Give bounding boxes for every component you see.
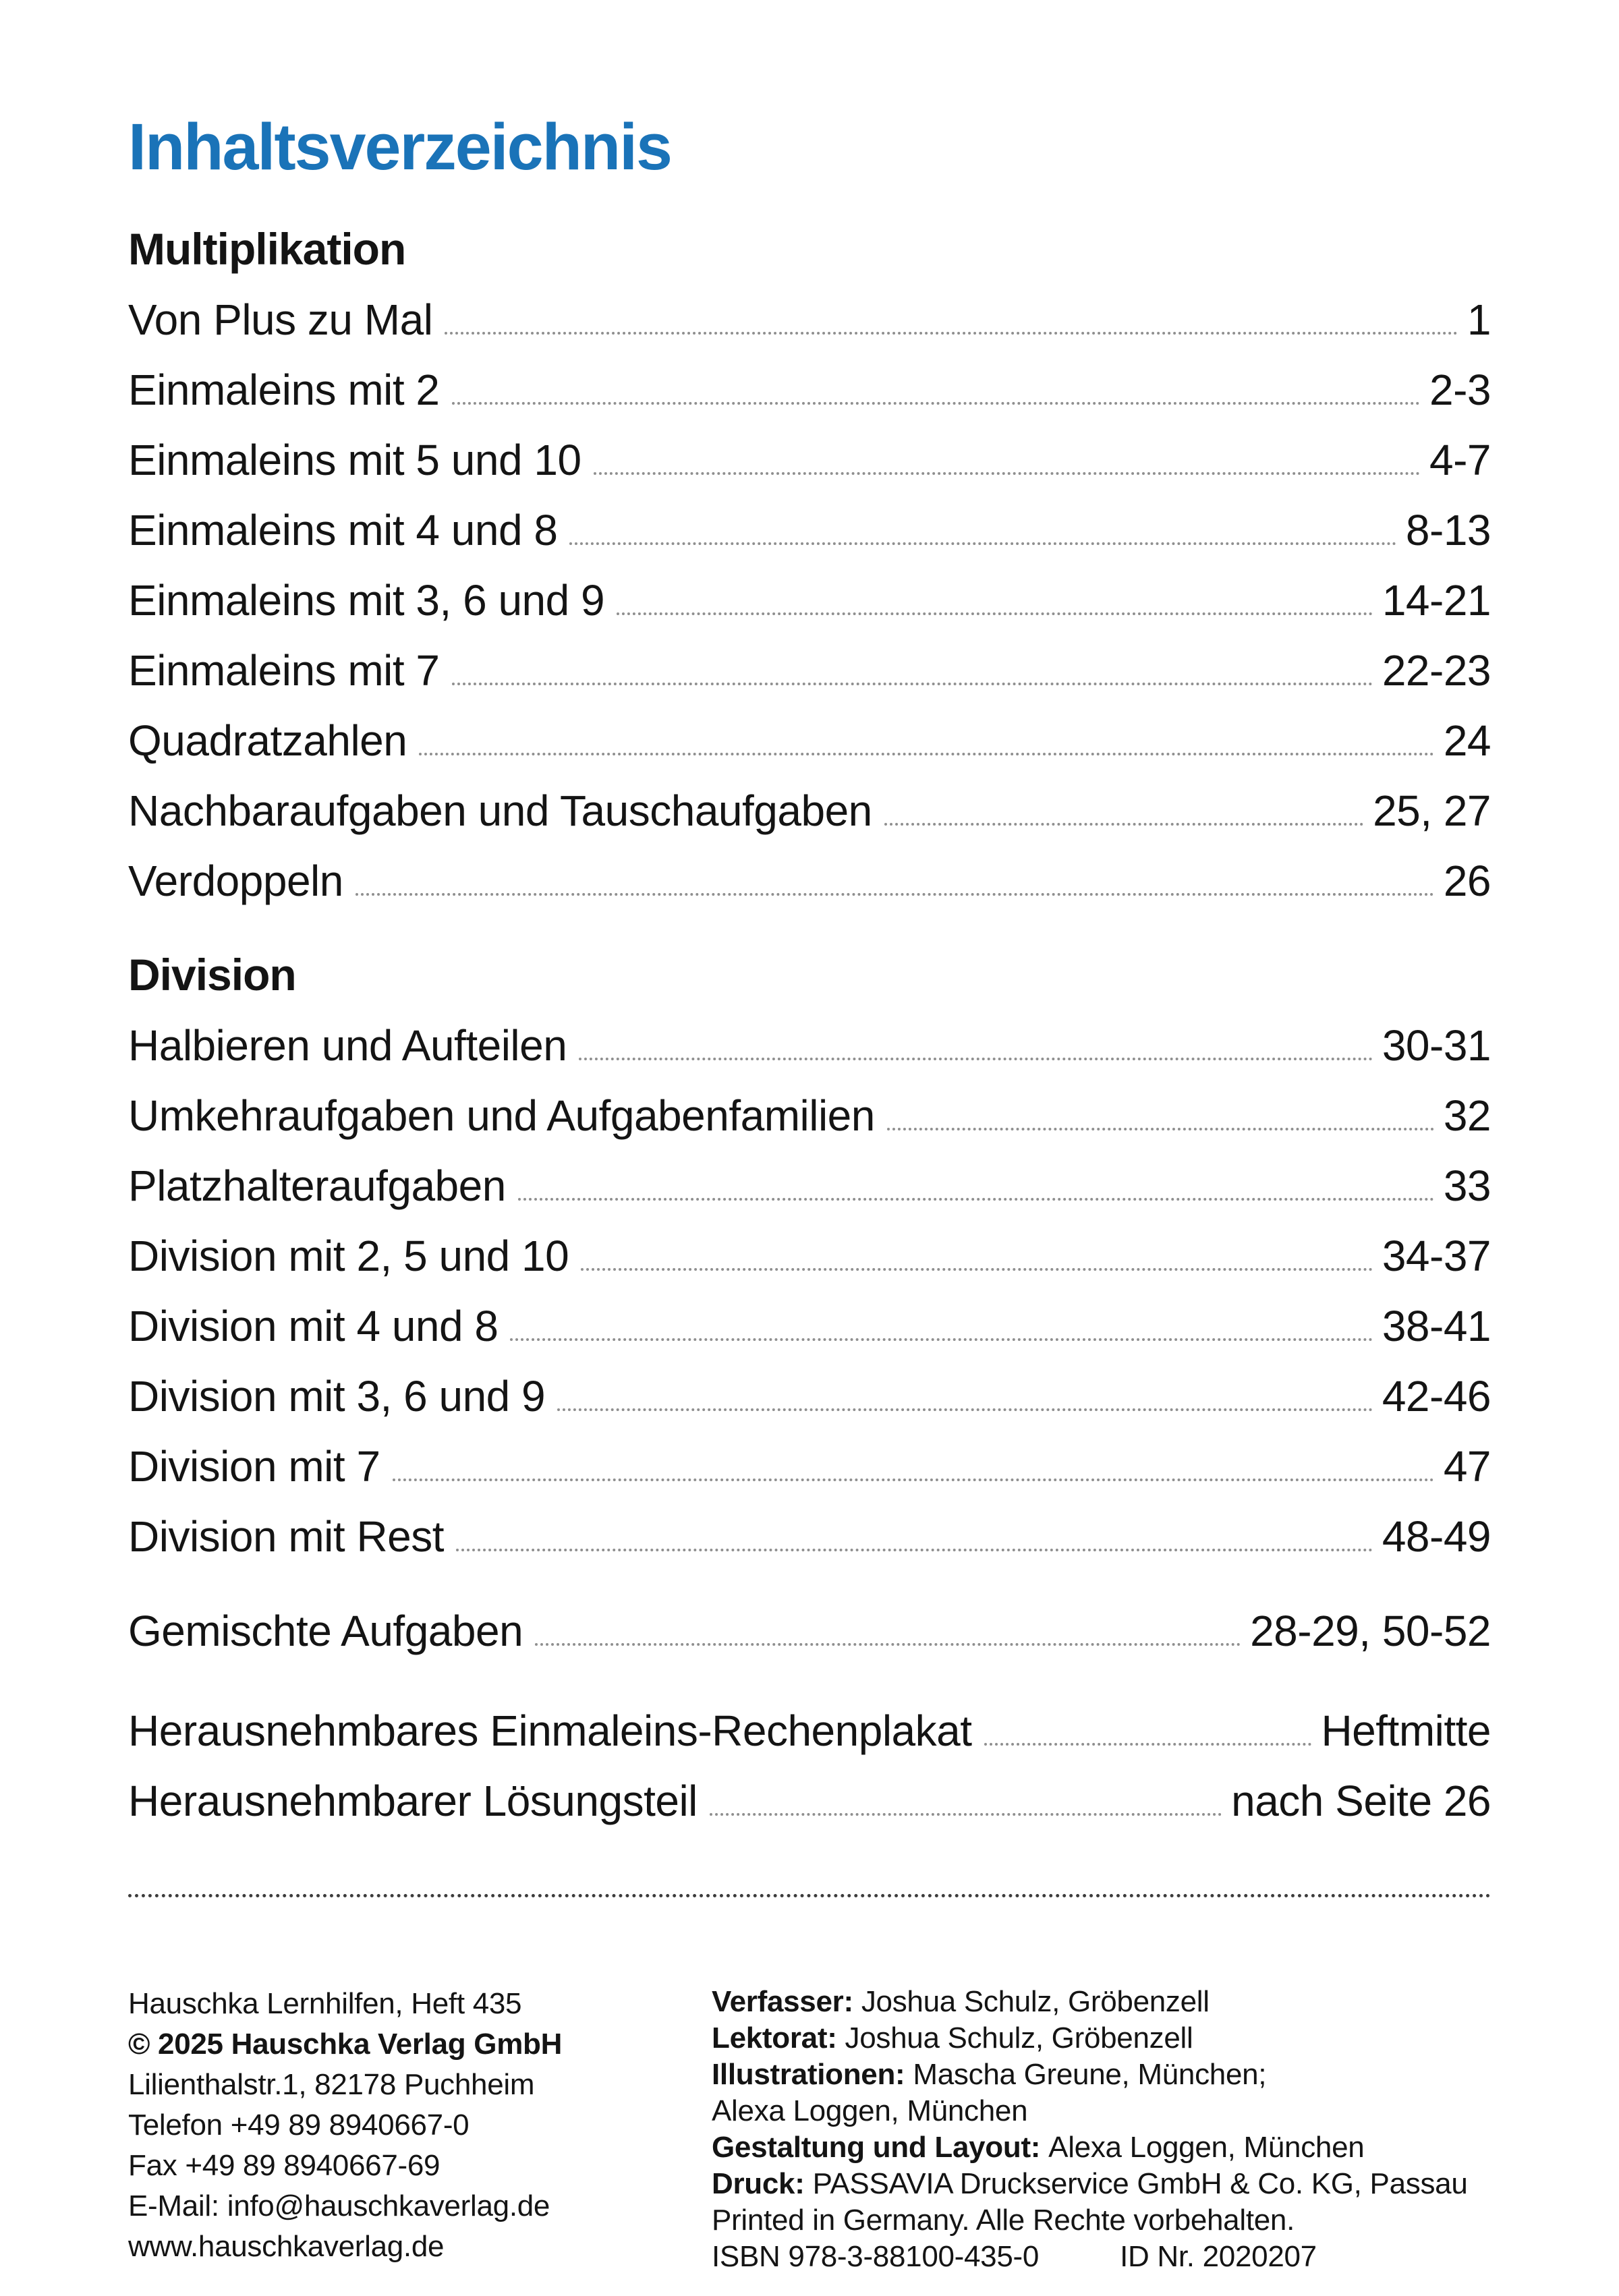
toc-entry xyxy=(128,552,1491,625)
imprint-line-website: www.hauschkaverlag.de xyxy=(128,2229,445,2263)
imprint-line xyxy=(712,2093,1491,2129)
toc-entry-label: Division mit 7 xyxy=(128,1441,380,1491)
imprint-value: Joshua Schulz, Gröbenzell xyxy=(845,2021,1193,2055)
toc-entry xyxy=(128,1418,1491,1491)
toc-entry xyxy=(128,411,1491,482)
toc-entry-label: Einmaleins mit 5 und 10 xyxy=(128,435,581,484)
dot-leader xyxy=(456,1549,1373,1551)
imprint-label: Gestaltung und Layout: xyxy=(712,2130,1041,2164)
toc-entry-pages: 4-7 xyxy=(1429,435,1491,484)
imprint-line: Telefon +49 89 8940667-0 xyxy=(128,2108,470,2142)
imprint xyxy=(128,1984,1491,2275)
toc-entry xyxy=(128,997,1491,1070)
toc-entry xyxy=(128,1348,1491,1418)
dot-leader xyxy=(445,332,1458,335)
dot-leader xyxy=(884,823,1363,826)
toc-section-division xyxy=(128,927,1491,1561)
toc-entry-pages: 30-31 xyxy=(1382,1021,1491,1070)
dot-leader xyxy=(510,1338,1372,1341)
section-heading: Multiplikation xyxy=(128,223,406,274)
dot-leader xyxy=(393,1479,1434,1481)
toc-entry-label: Einmaleins mit 3, 6 und 9 xyxy=(128,575,605,625)
toc-entry xyxy=(128,1682,1491,1755)
dot-leader xyxy=(569,542,1396,545)
dot-leader xyxy=(452,402,1421,405)
dot-leader xyxy=(419,753,1433,755)
dot-leader xyxy=(518,1198,1434,1201)
toc-entry-pages: 26 xyxy=(1443,856,1491,905)
section-heading: Division xyxy=(128,949,296,1000)
toc-entry-label: Halbieren und Aufteilen xyxy=(128,1021,567,1070)
toc-entry-pages: 48-49 xyxy=(1382,1512,1491,1561)
toc-entry xyxy=(128,341,1491,414)
divider-dotted xyxy=(128,1894,1491,1897)
toc-entry-label: Division mit 3, 6 und 9 xyxy=(128,1371,546,1420)
imprint-value: Printed in Germany. Alle Rechte vorbehalten. xyxy=(712,2203,1295,2237)
toc-entry-pages: 25, 27 xyxy=(1373,786,1491,835)
toc-entry-pages: 8-13 xyxy=(1405,505,1491,554)
imprint-line-email: E-Mail: info@hauschkaverlag.de xyxy=(128,2189,550,2222)
toc-entry-label: Quadratzahlen xyxy=(128,716,407,765)
id-number: ID Nr. 2020207 xyxy=(1120,2239,1317,2273)
imprint-value: PASSAVIA Druckservice GmbH & Co. KG, Passau xyxy=(812,2166,1468,2200)
toc-entry xyxy=(128,482,1491,552)
toc-entry xyxy=(128,1488,1491,1561)
imprint-value: Mascha Greune, München; xyxy=(913,2057,1267,2091)
toc-entry-pages: 24 xyxy=(1443,716,1491,765)
toc-entry-label: Einmaleins mit 7 xyxy=(128,645,440,695)
dot-leader xyxy=(579,1058,1373,1060)
imprint-line-copyright: © 2025 Hauschka Verlag GmbH xyxy=(128,2027,563,2061)
imprint-line: Lilienthalstr.1, 82178 Puchheim xyxy=(128,2067,535,2101)
toc-entry-label: Umkehraufgaben und Aufgabenfamilien xyxy=(128,1091,875,1140)
toc-entry-pages: 38-41 xyxy=(1382,1301,1491,1350)
toc-entry-label: Herausnehmbarer Lösungsteil xyxy=(128,1776,698,1825)
toc-entry-pages: 2-3 xyxy=(1429,365,1491,414)
imprint-value: Joshua Schulz, Gröbenzell xyxy=(861,1984,1210,2018)
toc-entry xyxy=(128,692,1491,765)
imprint-line-isbn xyxy=(712,2239,1491,2275)
dot-leader xyxy=(594,472,1420,475)
toc-entry-pages: 22-23 xyxy=(1382,645,1491,695)
dot-leader xyxy=(984,1743,1312,1746)
toc-entry-label: Division mit Rest xyxy=(128,1512,445,1561)
toc-entry xyxy=(128,1067,1491,1140)
toc-entry-label: Division mit 2, 5 und 10 xyxy=(128,1231,569,1280)
toc-entry xyxy=(128,1137,1491,1210)
imprint-label: Verfasser: xyxy=(712,1984,853,2018)
imprint-label: Druck: xyxy=(712,2166,805,2200)
toc-section-multiplikation xyxy=(128,204,1491,905)
toc-entry xyxy=(128,622,1491,695)
isbn-number: ISBN 978-3-88100-435-0 xyxy=(712,2239,1040,2273)
toc-entry xyxy=(128,1278,1491,1348)
imprint-line xyxy=(712,2057,1491,2093)
toc-entry-label: Verdoppeln xyxy=(128,856,343,905)
toc-entry-pages: 47 xyxy=(1443,1441,1491,1491)
toc-entry-label: Platzhalteraufgaben xyxy=(128,1161,506,1210)
toc-entry xyxy=(128,832,1491,905)
imprint-label: Illustrationen: xyxy=(712,2057,905,2091)
toc-entry-label: Von Plus zu Mal xyxy=(128,295,433,344)
dot-leader xyxy=(535,1643,1241,1646)
toc-entry-pages: 32 xyxy=(1443,1091,1491,1140)
toc-entry-pages: Heftmitte xyxy=(1321,1706,1491,1755)
imprint-line xyxy=(712,2202,1491,2239)
dot-leader xyxy=(617,612,1373,615)
imprint-value: Alexa Loggen, München xyxy=(712,2094,1028,2127)
toc-entry xyxy=(128,271,1491,344)
toc-entry-pages: 28-29, 50-52 xyxy=(1250,1606,1491,1655)
toc-entry-label: Einmaleins mit 2 xyxy=(128,365,440,414)
toc-entry-pages: nach Seite 26 xyxy=(1231,1776,1491,1825)
dot-leader xyxy=(557,1408,1373,1411)
toc-entry-pages: 1 xyxy=(1467,295,1491,344)
imprint-line xyxy=(712,1984,1491,2020)
dot-leader xyxy=(887,1128,1434,1130)
toc-entry-pages: 34-37 xyxy=(1382,1231,1491,1280)
toc-entry-label: Einmaleins mit 4 und 8 xyxy=(128,505,558,554)
toc-entry xyxy=(128,1752,1491,1823)
toc-entry-label: Gemischte Aufgaben xyxy=(128,1606,523,1655)
imprint-left xyxy=(128,1984,712,2275)
toc-entry-pages: 33 xyxy=(1443,1161,1491,1210)
toc-entry-label: Division mit 4 und 8 xyxy=(128,1301,499,1350)
imprint-label: Lektorat: xyxy=(712,2021,837,2055)
imprint-line: Hauschka Lernhilfen, Heft 435 xyxy=(128,1986,522,2020)
toc-entry-label: Herausnehmbares Einmaleins-Rechenplakat xyxy=(128,1706,972,1755)
imprint-right xyxy=(712,1984,1491,2275)
page-title: Inhaltsverzeichnis xyxy=(128,110,671,183)
imprint-line xyxy=(712,2166,1491,2202)
dot-leader xyxy=(356,893,1434,896)
toc-entry xyxy=(128,1582,1491,1653)
dot-leader xyxy=(452,683,1373,685)
imprint-value: Alexa Loggen, München xyxy=(1048,2130,1365,2164)
toc-entry xyxy=(128,1207,1491,1278)
toc-entry-pages: 42-46 xyxy=(1382,1371,1491,1420)
toc-entry-label: Nachbaraufgaben und Tauschaufgaben xyxy=(128,786,872,835)
toc-entry-pages: 14-21 xyxy=(1382,575,1491,625)
dot-leader xyxy=(710,1813,1222,1816)
imprint-line xyxy=(712,2020,1491,2057)
dot-leader xyxy=(581,1268,1373,1271)
imprint-line xyxy=(712,2129,1491,2166)
toc-entry xyxy=(128,762,1491,835)
imprint-line: Fax +49 89 8940667-69 xyxy=(128,2148,441,2182)
